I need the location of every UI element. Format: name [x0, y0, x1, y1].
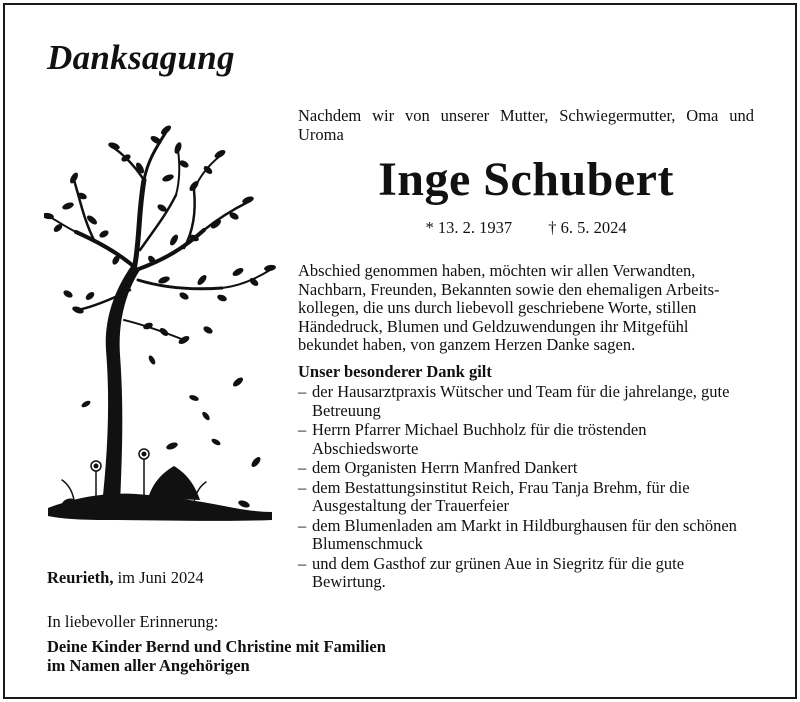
life-dates	[298, 218, 754, 238]
place-date	[47, 568, 204, 588]
thanks-item: – und dem Gasthof zur grünen Aue in Siegritz für die gute Bewirtung.	[298, 555, 754, 592]
memory-label: In liebevoller Erinnerung:	[47, 612, 219, 631]
thanks-item: – Herrn Pfarrer Michael Buchholz für die tröstenden Abschiedsworte	[298, 421, 754, 458]
body-line: bekundet haben, von ganzem Herzen Danke sagen.	[298, 335, 636, 354]
notice-heading: Danksagung	[47, 38, 235, 77]
intro-text: Nachdem wir von unserer Mutter, Schwiegermutter, Oma und Uroma	[298, 106, 754, 144]
deceased-name: Inge Schubert	[378, 153, 674, 206]
tree-with-falling-leaves-icon	[44, 120, 276, 532]
body-line: Abschied genommen haben, möchten wir allen Verwandten,	[298, 261, 696, 280]
special-thanks-heading: Unser besonderer Dank gilt	[298, 362, 492, 381]
body-line: kollegen, die uns durch liebevoll geschriebene Worte, stillen	[298, 298, 697, 317]
thanks-list	[298, 383, 754, 593]
thanks-body	[298, 262, 754, 355]
family-signature	[47, 637, 386, 675]
place-name: Reurieth,	[47, 568, 114, 587]
family-line: im Namen aller Angehörigen	[47, 656, 250, 675]
thanks-item: – dem Organisten Herrn Manfred Dankert	[298, 459, 754, 478]
body-line: Händedruck, Blumen und Geldzuwendungen ihr Mitgefühl	[298, 316, 689, 336]
thanks-item: – der Hausarztpraxis Wütscher und Team für die jahrelange, gute Betreuung	[298, 383, 754, 420]
birth-date: * 13. 2. 1937	[425, 218, 513, 237]
thanks-item: – dem Blumenladen am Markt in Hildburghausen für den schönen Blumenschmuck	[298, 517, 754, 554]
notice-date: im Juni 2024	[117, 568, 204, 587]
death-date: † 6. 5. 2024	[548, 218, 627, 237]
thanks-item: – dem Bestattungsinstitut Reich, Frau Tanja Brehm, für die Ausgestaltung der Trauerfeier	[298, 479, 754, 516]
family-line: Deine Kinder Bernd und Christine mit Familien	[47, 637, 386, 656]
body-line: Nachbarn, Freunden, Bekannten sowie den ehemaligen Arbeits-	[298, 279, 720, 299]
